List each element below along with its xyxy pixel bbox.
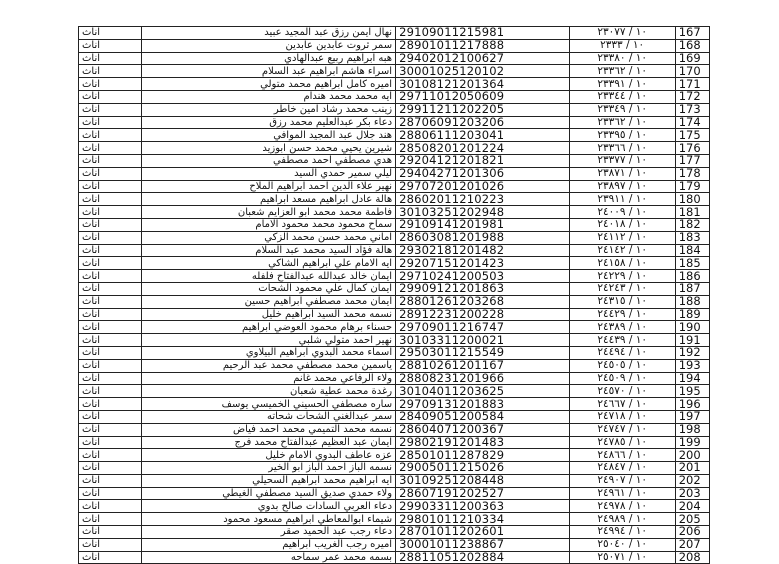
national-id-cell: 30001025120102 [396,65,570,78]
serial-number-cell: 170 [675,65,709,78]
code-cell: ١٠ / ٢٤٢٤٣ [569,282,675,295]
national-id-cell: 29909121201863 [396,282,570,295]
registry-rows [79,27,710,564]
national-id-cell: 28701011202601 [396,526,570,539]
name-cell: ايمان عبد العظيم عبدالفتاح محمد فرج [142,436,396,449]
national-id-cell: 29109011215981 [396,27,570,40]
serial-number-cell: 197 [675,410,709,423]
code-cell: ١٠ / ٢٤٣١٥ [569,295,675,308]
serial-number-cell: 196 [675,398,709,411]
table-row [79,474,710,487]
code-cell: ١٠ / ٢٤٠١٨ [569,218,675,231]
table-row [79,526,710,539]
name-cell: اماني محمد حسن محمد الزكي [142,231,396,244]
national-id-cell: 28409051200584 [396,410,570,423]
gender-cell: اناث [79,206,142,219]
name-cell: هدي مصطفي احمد مصطفي [142,154,396,167]
gender-cell: اناث [79,231,142,244]
national-id-cell: 29207151201423 [396,257,570,270]
code-cell: ١٠ / ٢٣٣٩١ [569,78,675,91]
table-row [79,103,710,116]
serial-number-cell: 179 [675,180,709,193]
name-cell: ايمان خالد عبدالله عبدالفتاح فلفله [142,270,396,283]
national-id-cell: 28801261203268 [396,295,570,308]
name-cell: ايمان محمد مصطفي ابراهيم حسين [142,295,396,308]
registry-sheet [78,26,710,564]
gender-cell: اناث [79,39,142,52]
code-cell: ١٠ / ٢٤٥٠٩ [569,372,675,385]
serial-number-cell: 193 [675,359,709,372]
code-cell: ١٠ / ٢٤٩٦١ [569,487,675,500]
serial-number-cell: 206 [675,526,709,539]
gender-cell: اناث [79,129,142,142]
serial-number-cell: 180 [675,193,709,206]
table-row [79,346,710,359]
name-cell: نسمه محمد السيد ابراهيم خليل [142,308,396,321]
table-row [79,257,710,270]
name-cell: ايه محمد محمد هندام [142,90,396,103]
serial-number-cell: 199 [675,436,709,449]
national-id-cell: 29503011215549 [396,346,570,359]
gender-cell: اناث [79,423,142,436]
name-cell: اسماء محمد البدوي ابراهيم البيلاوي [142,346,396,359]
national-id-cell: 30104011203625 [396,385,570,398]
code-cell: ١٠ / ٢٤٢٢٩ [569,270,675,283]
national-id-cell: 30109251208448 [396,474,570,487]
code-cell: ١٠ / ٢٤٩٨٩ [569,513,675,526]
national-id-cell: 29709011216747 [396,321,570,334]
national-id-cell: 29404271201306 [396,167,570,180]
table-row [79,90,710,103]
serial-number-cell: 202 [675,474,709,487]
table-row [79,513,710,526]
serial-number-cell: 188 [675,295,709,308]
name-cell: اميره رجب الغريب ابراهيم [142,538,396,551]
name-cell: بسمه محمد عمر سماحه [142,551,396,564]
serial-number-cell: 176 [675,142,709,155]
table-row [79,359,710,372]
gender-cell: اناث [79,65,142,78]
code-cell: ١٠ / ٢٤٧٨٥ [569,436,675,449]
name-cell: شيماء ابوالمعاطي ابراهيم مسعود محمود [142,513,396,526]
table-row [79,167,710,180]
national-id-cell: 28806111203041 [396,129,570,142]
table-row [79,129,710,142]
table-row [79,538,710,551]
table-row [79,372,710,385]
code-cell: ١٠ / ٢٣٣٦٢ [569,116,675,129]
gender-cell: اناث [79,167,142,180]
name-cell: نهال ايمن رزق عبد المجيد عبيد [142,27,396,40]
table-row [79,142,710,155]
code-cell: ١٠ / ٢٤٦٦٧ [569,398,675,411]
gender-cell: اناث [79,193,142,206]
serial-number-cell: 169 [675,52,709,65]
serial-number-cell: 203 [675,487,709,500]
serial-number-cell: 187 [675,282,709,295]
serial-number-cell: 175 [675,129,709,142]
national-id-cell: 29707201201026 [396,180,570,193]
table-row [79,282,710,295]
national-id-cell: 28811051202884 [396,551,570,564]
gender-cell: اناث [79,308,142,321]
gender-cell: اناث [79,257,142,270]
table-row [79,78,710,91]
table-row [79,193,710,206]
serial-number-cell: 183 [675,231,709,244]
name-cell: نسمه الباز احمد الباز ابو الخير [142,462,396,475]
serial-number-cell: 201 [675,462,709,475]
name-cell: هند جلال عبد المجيد الموافي [142,129,396,142]
table-row [79,52,710,65]
name-cell: نسمه محمد التميمي محمد احمد فياض [142,423,396,436]
serial-number-cell: 205 [675,513,709,526]
gender-cell: اناث [79,500,142,513]
name-cell: رغدة محمد عطية شعبان [142,385,396,398]
name-cell: ولاء حمدي صديق السيد مصطفي الغيطي [142,487,396,500]
code-cell: ١٠ / ٢٣٣٤٤ [569,90,675,103]
code-cell: ١٠ / ٢٤١٤٢ [569,244,675,257]
code-cell: ١٠ / ٢٣٣٩٥ [569,129,675,142]
serial-number-cell: 184 [675,244,709,257]
code-cell: ١٠ / ٢٤٨٦٦ [569,449,675,462]
gender-cell: اناث [79,103,142,116]
name-cell: هالة فؤاد السيد محمد عبد السلام [142,244,396,257]
serial-number-cell: 167 [675,27,709,40]
name-cell: ليلي سمير حمدي السيد [142,167,396,180]
code-cell: ١٠ / ٢٣٨٧١ [569,167,675,180]
name-cell: عزه عاطف البدوي الامام خليل [142,449,396,462]
national-id-cell: 29802191201483 [396,436,570,449]
code-cell: ١٠ / ٢٣٣٣ [569,39,675,52]
serial-number-cell: 172 [675,90,709,103]
serial-number-cell: 200 [675,449,709,462]
code-cell: ١٠ / ٢٥٠٤٠ [569,538,675,551]
serial-number-cell: 204 [675,500,709,513]
table-row [79,218,710,231]
serial-number-cell: 177 [675,154,709,167]
gender-cell: اناث [79,513,142,526]
national-id-cell: 28810261201167 [396,359,570,372]
name-cell: سمر ثروت عابدين عابدين [142,39,396,52]
code-cell: ١٠ / ٢٤٧٤٧ [569,423,675,436]
code-cell: ١٠ / ٢٣٣٧٧ [569,154,675,167]
name-cell: هالة عادل ابراهيم مسعد ابراهيم [142,193,396,206]
national-id-cell: 29709131201883 [396,398,570,411]
table-row [79,39,710,52]
registry-table [78,26,710,564]
code-cell: ١٠ / ٢٣٣٤٩ [569,103,675,116]
table-row [79,321,710,334]
name-cell: دعاء العربي السادات صالح بدوي [142,500,396,513]
gender-cell: اناث [79,410,142,423]
national-id-cell: 30001011238867 [396,538,570,551]
table-row [79,551,710,564]
gender-cell: اناث [79,551,142,564]
gender-cell: اناث [79,78,142,91]
serial-number-cell: 174 [675,116,709,129]
serial-number-cell: 189 [675,308,709,321]
national-id-cell: 29302181201482 [396,244,570,257]
table-row [79,334,710,347]
code-cell: ١٠ / ٢٤٤٢٩ [569,308,675,321]
name-cell: ايه الامام علي ابراهيم الشاكي [142,257,396,270]
gender-cell: اناث [79,538,142,551]
serial-number-cell: 186 [675,270,709,283]
table-row [79,487,710,500]
national-id-cell: 30103251202948 [396,206,570,219]
code-cell: ١٠ / ٢٣٣٦٢ [569,65,675,78]
national-id-cell: 28607191202527 [396,487,570,500]
code-cell: ١٠ / ٢٤١١٢ [569,231,675,244]
national-id-cell: 28808231201966 [396,372,570,385]
table-row [79,462,710,475]
name-cell: سمر عبدالغني الشحات شحاته [142,410,396,423]
name-cell: ايه ابراهيم محمد ابراهيم السحيلي [142,474,396,487]
gender-cell: اناث [79,346,142,359]
national-id-cell: 29911211202205 [396,103,570,116]
national-id-cell: 29711012050609 [396,90,570,103]
code-cell: ١٠ / ٢٤٤٣٩ [569,334,675,347]
serial-number-cell: 181 [675,206,709,219]
table-row [79,65,710,78]
gender-cell: اناث [79,398,142,411]
table-row [79,410,710,423]
gender-cell: اناث [79,372,142,385]
national-id-cell: 29903311200363 [396,500,570,513]
gender-cell: اناث [79,449,142,462]
serial-number-cell: 191 [675,334,709,347]
code-cell: ١٠ / ٢٤٩٧٨ [569,500,675,513]
national-id-cell: 29710241200503 [396,270,570,283]
code-cell: ١٠ / ٢٤٥٧٠ [569,385,675,398]
national-id-cell: 28901011217888 [396,39,570,52]
serial-number-cell: 171 [675,78,709,91]
code-cell: ١٠ / ٢٤٥٠٥ [569,359,675,372]
gender-cell: اناث [79,142,142,155]
code-cell: ١٠ / ٢٤٧١٨ [569,410,675,423]
code-cell: ١٠ / ٢٣٨٩٧ [569,180,675,193]
name-cell: ايمان كمال علي محمود الشحات [142,282,396,295]
serial-number-cell: 195 [675,385,709,398]
gender-cell: اناث [79,462,142,475]
table-row [79,206,710,219]
code-cell: ١٠ / ٢٤٤٩٤ [569,346,675,359]
gender-cell: اناث [79,270,142,283]
serial-number-cell: 168 [675,39,709,52]
code-cell: ١٠ / ٢٤٣٨٩ [569,321,675,334]
national-id-cell: 29109141201981 [396,218,570,231]
name-cell: اسراء هاشم ابراهيم عبد السلام [142,65,396,78]
code-cell: ١٠ / ٢٣٩١١ [569,193,675,206]
code-cell: ١٠ / ٢٤٠٠٩ [569,206,675,219]
national-id-cell: 28508201201224 [396,142,570,155]
table-row [79,244,710,257]
national-id-cell: 29801011210334 [396,513,570,526]
table-row [79,500,710,513]
table-row [79,398,710,411]
gender-cell: اناث [79,436,142,449]
table-row [79,27,710,40]
code-cell: ١٠ / ٢٤١٥٨ [569,257,675,270]
gender-cell: اناث [79,359,142,372]
name-cell: هبه ابراهيم ربيع عبدالهادي [142,52,396,65]
name-cell: ولاء الرفاعي محمد غانم [142,372,396,385]
name-cell: اميره كامل ابراهيم محمد متولي [142,78,396,91]
national-id-cell: 29402012100627 [396,52,570,65]
national-id-cell: 28501011287829 [396,449,570,462]
national-id-cell: 30103311200021 [396,334,570,347]
serial-number-cell: 178 [675,167,709,180]
serial-number-cell: 198 [675,423,709,436]
national-id-cell: 29005011215026 [396,462,570,475]
name-cell: دعاء رجب عبد الحميد صقر [142,526,396,539]
gender-cell: اناث [79,526,142,539]
serial-number-cell: 194 [675,372,709,385]
serial-number-cell: 185 [675,257,709,270]
table-row [79,449,710,462]
table-row [79,436,710,449]
national-id-cell: 30108121201364 [396,78,570,91]
national-id-cell: 28706091203206 [396,116,570,129]
name-cell: شيرين يحيي محمد حسن ابوزيد [142,142,396,155]
serial-number-cell: 173 [675,103,709,116]
gender-cell: اناث [79,334,142,347]
national-id-cell: 28912231200228 [396,308,570,321]
gender-cell: اناث [79,295,142,308]
national-id-cell: 29204121201821 [396,154,570,167]
name-cell: ساره مصطفي الحسيني الخميسي يوسف [142,398,396,411]
national-id-cell: 28602011210223 [396,193,570,206]
table-row [79,423,710,436]
gender-cell: اناث [79,27,142,40]
serial-number-cell: 190 [675,321,709,334]
name-cell: زينب محمد رشاد امين خاطر [142,103,396,116]
gender-cell: اناث [79,321,142,334]
gender-cell: اناث [79,474,142,487]
table-row [79,308,710,321]
name-cell: سماح محمود محمد محمود الامام [142,218,396,231]
name-cell: نهير علاء الدين احمد ابراهيم الملاح [142,180,396,193]
table-row [79,154,710,167]
serial-number-cell: 182 [675,218,709,231]
table-row [79,385,710,398]
code-cell: ١٠ / ٢٥٠٧١ [569,551,675,564]
gender-cell: اناث [79,218,142,231]
table-row [79,270,710,283]
table-row [79,295,710,308]
gender-cell: اناث [79,116,142,129]
code-cell: ١٠ / ٢٤٩٠٧ [569,474,675,487]
code-cell: ١٠ / ٢٤٨٤٧ [569,462,675,475]
gender-cell: اناث [79,90,142,103]
code-cell: ١٠ / ٢٣٠٧٧ [569,27,675,40]
code-cell: ١٠ / ٢٣٣٦٦ [569,142,675,155]
gender-cell: اناث [79,154,142,167]
table-row [79,116,710,129]
gender-cell: اناث [79,385,142,398]
table-row [79,180,710,193]
national-id-cell: 28604071200367 [396,423,570,436]
code-cell: ١٠ / ٢٤٩٩٤ [569,526,675,539]
name-cell: ياسمين محمد مصطفي محمد عبد الرحيم [142,359,396,372]
name-cell: نهير احمد متولي شلبي [142,334,396,347]
name-cell: حسناء برهام محمود العوضي ابراهيم [142,321,396,334]
national-id-cell: 28603081201988 [396,231,570,244]
table-row [79,231,710,244]
gender-cell: اناث [79,487,142,500]
code-cell: ١٠ / ٢٣٣٨٠ [569,52,675,65]
name-cell: دعاء بكر عبدالعليم محمد رزق [142,116,396,129]
gender-cell: اناث [79,180,142,193]
serial-number-cell: 192 [675,346,709,359]
gender-cell: اناث [79,52,142,65]
gender-cell: اناث [79,244,142,257]
gender-cell: اناث [79,282,142,295]
serial-number-cell: 207 [675,538,709,551]
serial-number-cell: 208 [675,551,709,564]
name-cell: فاطمة محمد محمد ابو العزايم شعبان [142,206,396,219]
